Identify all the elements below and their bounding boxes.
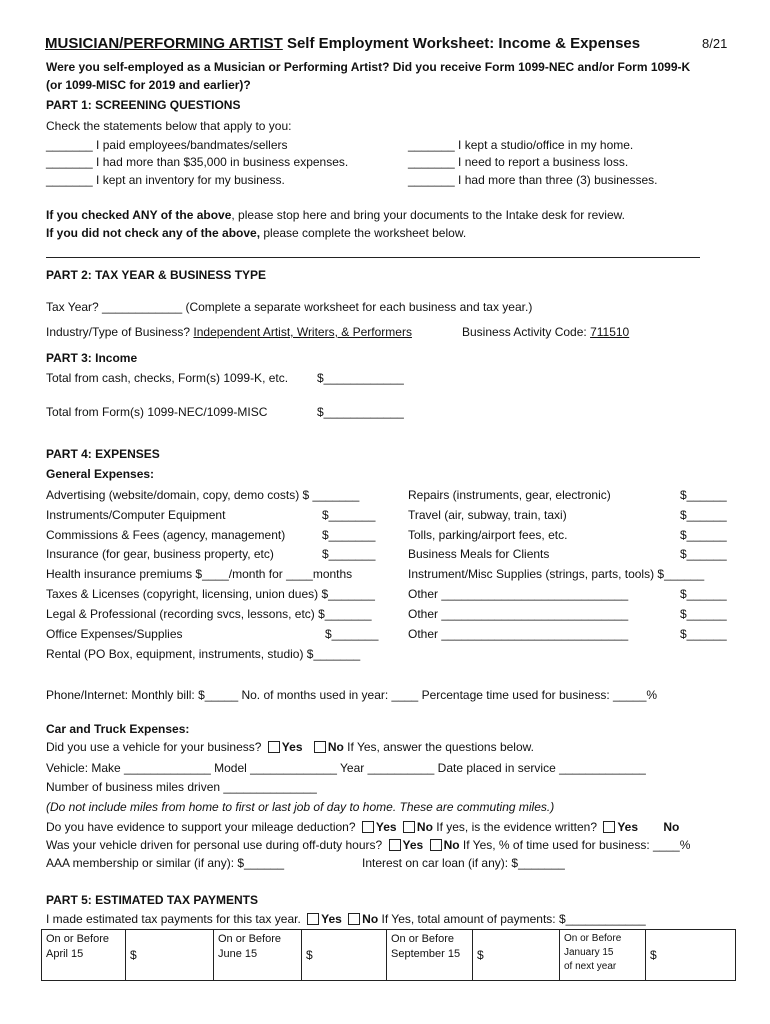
due-date-cell: On or Before September 15 <box>387 930 473 981</box>
title-rest: Self Employment Worksheet: Income & Expenses <box>282 35 641 52</box>
tax-year-field[interactable]: Tax Year? ____________ (Complete a separate worksheet for each business and tax year.) <box>46 300 533 314</box>
industry-line: Industry/Type of Business? Independent Artist, Writers, & Performers <box>46 325 412 339</box>
vehicle-details-line[interactable]: Vehicle: Make _____________ Model _____________ Year __________ Date placed in service _____________ <box>46 761 646 775</box>
written-yes-checkbox[interactable] <box>603 821 615 833</box>
evidence-yes-checkbox[interactable] <box>362 821 374 833</box>
vehicle-use-question: Did you use a vehicle for your business? Yes No If Yes, answer the questions below. <box>46 740 534 754</box>
estimated-yes-checkbox[interactable] <box>307 913 319 925</box>
expense-label: Business Meals for Clients <box>408 547 550 561</box>
personal-use-question: Was your vehicle driven for personal use during off-duty hours? Yes No If Yes, % of time used for business: ____% <box>46 838 691 852</box>
income-1099-field[interactable]: $____________ <box>317 405 404 419</box>
income-cash-field[interactable]: $____________ <box>317 371 404 385</box>
expense-label[interactable]: Advertising (website/domain, copy, demo costs) $ _______ <box>46 488 360 502</box>
expense-label: Tolls, parking/airport fees, etc. <box>408 528 568 542</box>
intro-question-line1: Were you self-employed as a Musician or Performing Artist? Did you receive Form 1099-NEC and/or Form 1099-K <box>46 60 691 74</box>
due-date-cell: On or Before June 15 <box>214 930 302 981</box>
expense-other-field[interactable]: Other ____________________________ <box>408 587 629 601</box>
screening-item[interactable]: _______ I paid employees/bandmates/sellers <box>46 138 288 152</box>
activity-code-line: Business Activity Code: 711510 <box>462 325 630 339</box>
stop-instruction: If you checked ANY of the above, please stop here and bring your documents to the Intake desk for review. <box>46 208 625 222</box>
screening-item[interactable]: _______ I had more than $35,000 in business expenses. <box>46 155 349 169</box>
expense-amount-field[interactable]: $______ <box>680 488 727 502</box>
part5-heading: PART 5: ESTIMATED TAX PAYMENTS <box>46 893 259 907</box>
payment-amount-cell[interactable]: $ <box>473 930 560 981</box>
payment-amount-cell[interactable]: $ <box>646 930 736 981</box>
expense-amount-field[interactable]: $______ <box>680 627 727 641</box>
continue-instruction: If you did not check any of the above, please complete the worksheet below. <box>46 226 467 240</box>
industry-value: Independent Artist, Writers, & Performers <box>193 325 412 339</box>
due-date-cell: On or Before January 15 of next year <box>560 930 646 981</box>
payment-amount-cell[interactable]: $ <box>126 930 214 981</box>
part3-heading: PART 3: Income <box>46 351 138 365</box>
payment-amount-cell[interactable]: $ <box>302 930 387 981</box>
part4-heading: PART 4: EXPENSES <box>46 447 160 461</box>
expense-label[interactable]: Health insurance premiums $____/month for ____months <box>46 567 353 581</box>
expense-other-field[interactable]: Other ____________________________ <box>408 607 629 621</box>
activity-code-value: 711510 <box>590 325 630 339</box>
estimated-payments-table <box>41 929 736 981</box>
part1-heading: PART 1: SCREENING QUESTIONS <box>46 98 241 112</box>
phone-internet-line[interactable]: Phone/Internet: Monthly bill: $_____ No. of months used in year: ____ Percentage time used for business: _____% <box>46 688 658 702</box>
expense-label[interactable]: Rental (PO Box, equipment, instruments, studio) $_______ <box>46 647 361 661</box>
part2-heading: PART 2: TAX YEAR & BUSINESS TYPE <box>46 268 267 282</box>
expense-label: Office Expenses/Supplies <box>46 627 183 641</box>
due-date-cell: On or Before April 15 <box>42 930 126 981</box>
expense-amount-field[interactable]: $_______ <box>322 547 376 561</box>
title-underlined: MUSICIAN/PERFORMING ARTIST <box>45 35 283 52</box>
estimated-payments-question: I made estimated tax payments for this tax year. Yes No If Yes, total amount of payments: $____________ <box>46 912 646 926</box>
business-miles-line[interactable]: Number of business miles driven ______________ <box>46 780 317 794</box>
car-loan-interest-field[interactable]: Interest on car loan (if any): $_______ <box>362 856 565 870</box>
expense-label: Travel (air, subway, train, taxi) <box>408 508 567 522</box>
personal-yes-checkbox[interactable] <box>389 839 401 851</box>
expense-label[interactable]: Instrument/Misc Supplies (strings, parts, tools) $______ <box>408 567 705 581</box>
worksheet-title <box>45 35 640 53</box>
expense-amount-field[interactable]: $_______ <box>322 508 376 522</box>
screening-item[interactable]: _______ I need to report a business loss. <box>408 155 629 169</box>
estimated-no-checkbox[interactable] <box>348 913 360 925</box>
expense-amount-field[interactable]: $______ <box>680 547 727 561</box>
vehicle-no-checkbox[interactable] <box>314 741 326 753</box>
expense-amount-field[interactable]: $______ <box>680 528 727 542</box>
expense-other-field[interactable]: Other ____________________________ <box>408 627 629 641</box>
aaa-membership-field[interactable]: AAA membership or similar (if any): $______ <box>46 856 285 870</box>
screening-item[interactable]: _______ I had more than three (3) businesses. <box>408 173 658 187</box>
expense-amount-field[interactable]: $______ <box>680 508 727 522</box>
mileage-evidence-question: Do you have evidence to support your mileage deduction? Yes No If yes, is the evidence written? Yes No <box>46 820 680 834</box>
written-no-checkbox[interactable] <box>649 821 661 833</box>
expense-amount-field[interactable]: $______ <box>680 607 727 621</box>
revision-date: 8/21 <box>702 36 728 51</box>
expense-label[interactable]: Legal & Professional (recording svcs, lessons, etc) $_______ <box>46 607 372 621</box>
vehicle-yes-checkbox[interactable] <box>268 741 280 753</box>
evidence-no-checkbox[interactable] <box>403 821 415 833</box>
expense-label: Instruments/Computer Equipment <box>46 508 226 522</box>
expense-amount-field[interactable]: $_______ <box>325 627 379 641</box>
personal-no-checkbox[interactable] <box>430 839 442 851</box>
screening-item[interactable]: _______ I kept an inventory for my business. <box>46 173 285 187</box>
general-expenses-heading: General Expenses: <box>46 467 155 481</box>
expense-amount-field[interactable]: $______ <box>680 587 727 601</box>
expense-label: Commissions & Fees (agency, management) <box>46 528 286 542</box>
section-divider <box>46 257 700 258</box>
expense-label: Insurance (for gear, business property, etc) <box>46 547 274 561</box>
part1-intro: Check the statements below that apply to you: <box>46 119 292 133</box>
expense-label: Repairs (instruments, gear, electronic) <box>408 488 611 502</box>
expense-label[interactable]: Taxes & Licenses (copyright, licensing, union dues) $_______ <box>46 587 375 601</box>
intro-question-line2: (or 1099-MISC for 2019 and earlier)? <box>46 78 251 92</box>
expense-amount-field[interactable]: $_______ <box>322 528 376 542</box>
screening-item[interactable]: _______ I kept a studio/office in my home. <box>408 138 634 152</box>
car-heading: Car and Truck Expenses: <box>46 722 190 736</box>
income-row-label: Total from Form(s) 1099-NEC/1099-MISC <box>46 405 268 419</box>
income-row-label: Total from cash, checks, Form(s) 1099-K, etc. <box>46 371 289 385</box>
table-row <box>42 930 736 981</box>
commuting-note: (Do not include miles from home to first or last job of day to home. These are commuting miles.) <box>46 800 555 814</box>
